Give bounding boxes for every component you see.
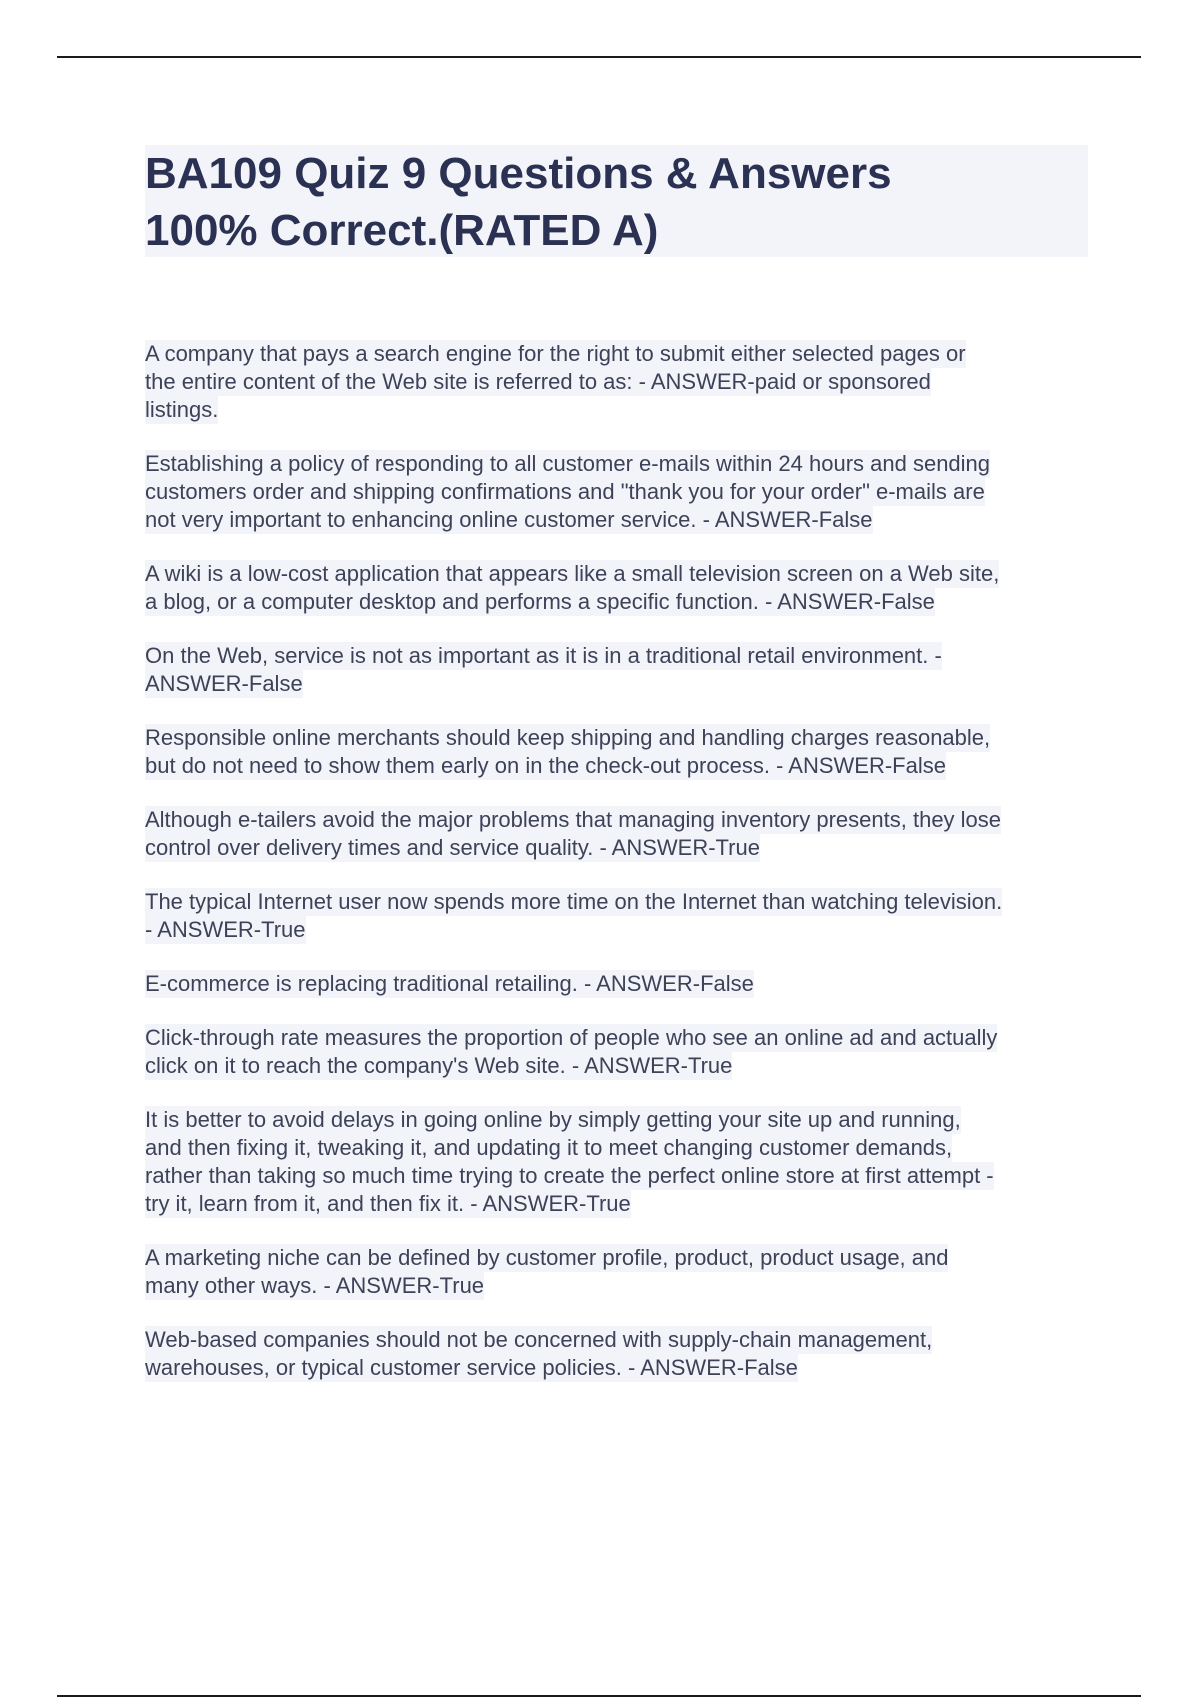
- qa-text-line: The typical Internet user now spends more time on the Internet than watching television.: [145, 889, 1003, 914]
- footer-rule: [57, 1695, 1141, 1697]
- qa-text-line: E-commerce is replacing traditional retailing. - ANSWER-False: [145, 971, 754, 996]
- qa-text-line: many other ways. - ANSWER-True: [145, 1273, 485, 1298]
- qa-text-line: Although e-tailers avoid the major problems that managing inventory presents, they lose: [145, 807, 1002, 832]
- qa-item: [145, 642, 1095, 698]
- qa-text-line: A company that pays a search engine for the right to submit either selected pages or: [145, 341, 966, 366]
- qa-text-line: the entire content of the Web site is referred to as: - ANSWER-paid or sponsored: [145, 369, 931, 394]
- document-title: BA109 Quiz 9 Questions & Answers 100% Correct.(RATED A): [145, 149, 892, 255]
- qa-text-line: warehouses, or typical customer service policies. - ANSWER-False: [145, 1355, 798, 1380]
- qa-text-line: ANSWER-False: [145, 671, 303, 696]
- qa-list: [145, 340, 1095, 1408]
- qa-text-line: listings.: [145, 397, 219, 422]
- qa-text-line: but do not need to show them early on in the check-out process. - ANSWER-False: [145, 753, 946, 778]
- title-block: [145, 145, 1088, 257]
- qa-text-line: a blog, or a computer desktop and performs a specific function. - ANSWER-False: [145, 589, 935, 614]
- qa-text-line: Click-through rate measures the proportion of people who see an online ad and actually: [145, 1025, 998, 1050]
- qa-text-line: control over delivery times and service quality. - ANSWER-True: [145, 835, 760, 860]
- qa-text-line: It is better to avoid delays in going online by simply getting your site up and running,: [145, 1107, 961, 1132]
- qa-item: [145, 806, 1095, 862]
- qa-text-line: Web-based companies should not be concerned with supply-chain management,: [145, 1327, 933, 1352]
- qa-item: [145, 1024, 1095, 1080]
- qa-item: [145, 1326, 1095, 1382]
- qa-text-line: customers order and shipping confirmations and "thank you for your order" e-mails are: [145, 479, 985, 504]
- qa-text-line: A marketing niche can be defined by customer profile, product, product usage, and: [145, 1245, 949, 1270]
- qa-item: [145, 1244, 1095, 1300]
- qa-text-line: rather than taking so much time trying to create the perfect online store at first attempt -: [145, 1163, 994, 1188]
- qa-item: [145, 560, 1095, 616]
- qa-item: [145, 340, 1095, 424]
- qa-text-line: A wiki is a low-cost application that appears like a small television screen on a Web site,: [145, 561, 1000, 586]
- qa-item: [145, 1106, 1095, 1218]
- qa-item: [145, 724, 1095, 780]
- qa-text-line: and then fixing it, tweaking it, and updating it to meet changing customer demands,: [145, 1135, 953, 1160]
- qa-item: [145, 450, 1095, 534]
- qa-text-line: try it, learn from it, and then fix it. - ANSWER-True: [145, 1191, 631, 1216]
- qa-text-line: click on it to reach the company's Web site. - ANSWER-True: [145, 1053, 733, 1078]
- qa-text-line: not very important to enhancing online customer service. - ANSWER-False: [145, 507, 873, 532]
- qa-text-line: Responsible online merchants should keep shipping and handling charges reasonable,: [145, 725, 991, 750]
- qa-text-line: On the Web, service is not as important as it is in a traditional retail environment. -: [145, 643, 942, 668]
- qa-text-line: - ANSWER-True: [145, 917, 306, 942]
- qa-text-line: Establishing a policy of responding to all customer e-mails within 24 hours and sending: [145, 451, 991, 476]
- header-rule: [57, 56, 1141, 58]
- qa-item: [145, 888, 1095, 944]
- qa-item: [145, 970, 1095, 998]
